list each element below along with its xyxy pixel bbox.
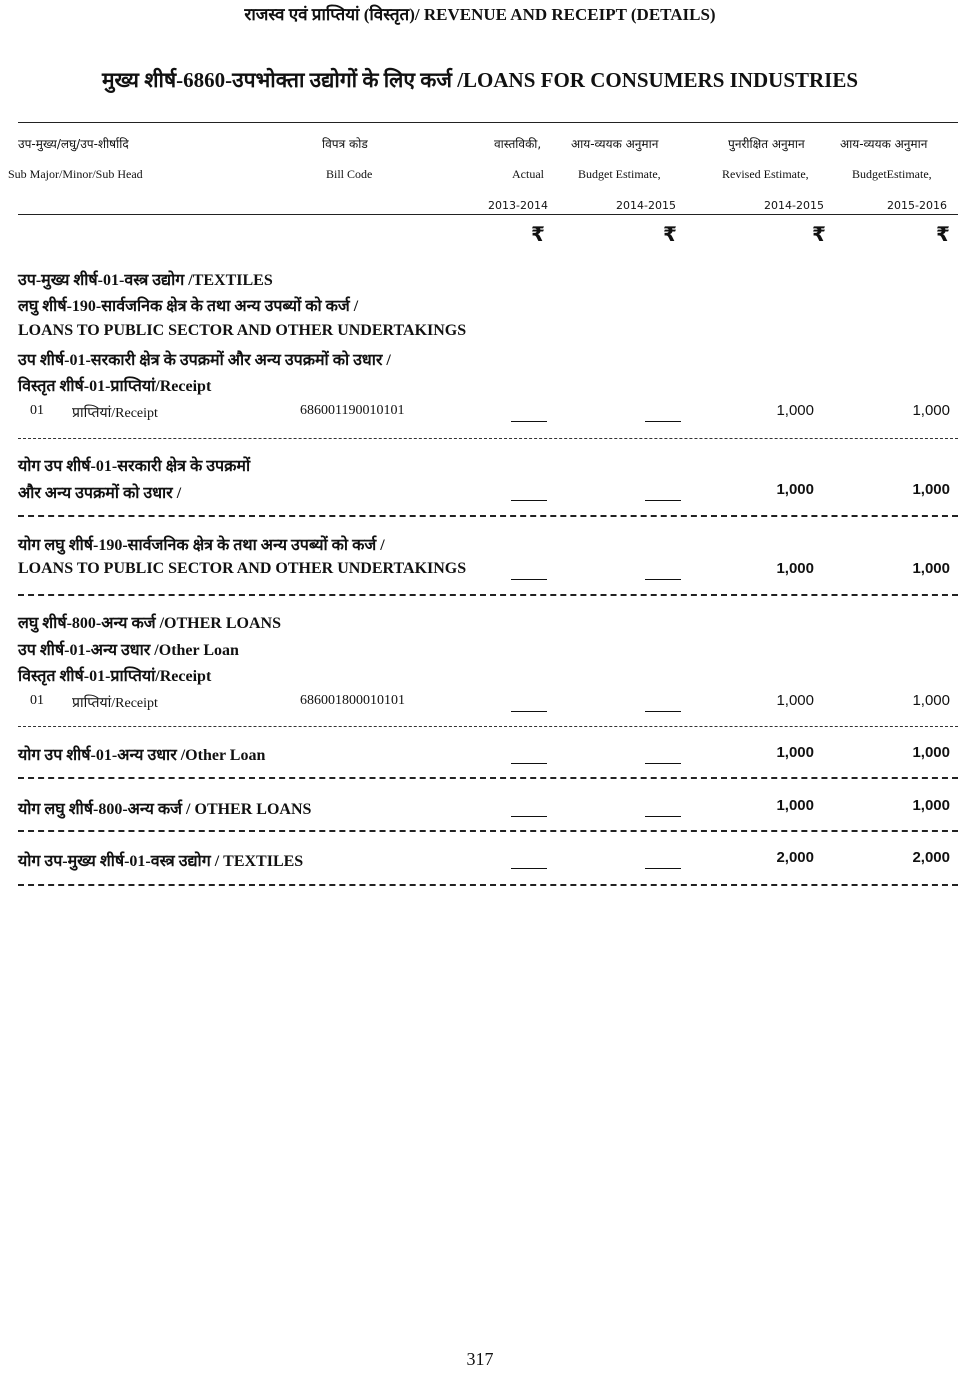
row-code: 01	[30, 403, 44, 418]
col-bill-hi: विपत्र कोड	[322, 137, 368, 151]
total-subhead-revised: 1,000	[776, 744, 814, 761]
total-subhead-revised: 1,000	[776, 481, 814, 498]
dash-actual	[511, 806, 547, 825]
dash-actual	[511, 701, 547, 720]
dash-budget	[645, 806, 681, 825]
row-label: प्राप्तियां/Receipt	[72, 696, 158, 711]
row-be: 1,000	[912, 692, 950, 709]
detail-head-receipt: विस्तृत शीर्ष-01-प्राप्तियां/Receipt	[18, 668, 212, 685]
minor-head-800: लघु शीर्ष-800-अन्य कर्ज /OTHER LOANS	[18, 615, 281, 632]
col-revised-hi: पुनरीक्षित अनुमान	[728, 137, 805, 151]
dash-budget	[645, 753, 681, 772]
col-head-hi: उप-मुख्य/लघु/उप-शीर्षादि	[18, 137, 129, 151]
total-subhead-01-l2: और अन्य उपक्रमों को उधार /	[18, 485, 182, 502]
rupee-icon-budget: ₹	[663, 222, 677, 246]
year-actual: 2013-2014	[488, 199, 548, 212]
total-subhead-be: 1,000	[912, 481, 950, 498]
row-label: प्राप्तियां/Receipt	[72, 406, 158, 421]
dashed-rule	[18, 884, 958, 886]
total-submajor-textiles: योग उप-मुख्य शीर्ष-01-वस्त्र उद्योग / TEXTILES	[18, 853, 304, 870]
minor-head-190-en: LOANS TO PUBLIC SECTOR AND OTHER UNDERTAKINGS	[18, 322, 467, 339]
total-subhead-01-l1: योग उप शीर्ष-01-सरकारी क्षेत्र के उपक्रमों	[18, 458, 251, 475]
total-minor-800: योग लघु शीर्ष-800-अन्य कर्ज / OTHER LOANS	[18, 801, 312, 818]
dashed-rule	[18, 726, 958, 727]
row-bill-code: 686001190010101	[300, 403, 405, 418]
page-number: 317	[466, 1349, 494, 1369]
row-bill-code: 686001800010101	[300, 693, 405, 708]
dash-actual	[511, 411, 547, 430]
col-head-en: Sub Major/Minor/Sub Head	[8, 167, 143, 181]
total-subhead-other-loan: योग उप शीर्ष-01-अन्य उधार /Other Loan	[18, 747, 266, 764]
total-minor-revised: 1,000	[776, 797, 814, 814]
major-head-title: मुख्य शीर्ष-6860-उपभोक्ता उद्योगों के लिए कर्ज /LOANS FOR CONSUMERS INDUSTRIES	[101, 68, 859, 92]
row-be: 1,000	[912, 402, 950, 419]
col-revised-en: Revised Estimate,	[722, 167, 809, 181]
total-minor-190-en: LOANS TO PUBLIC SECTOR AND OTHER UNDERTAKINGS	[18, 560, 467, 577]
detail-head-receipt: विस्तृत शीर्ष-01-प्राप्तियां/Receipt	[18, 378, 212, 395]
dash-actual	[511, 858, 547, 877]
subhead-01-govt: उप शीर्ष-01-सरकारी क्षेत्र के उपक्रमों और अन्य उपक्रमों को उधार /	[18, 352, 391, 369]
year-budget: 2014-2015	[616, 199, 676, 212]
dash-actual	[511, 753, 547, 772]
total-subhead-be: 1,000	[912, 744, 950, 761]
row-revised: 1,000	[776, 402, 814, 419]
dashed-rule	[18, 830, 958, 832]
row-code: 01	[30, 693, 44, 708]
total-minor-be: 1,000	[912, 560, 950, 577]
year-be: 2015-2016	[887, 199, 947, 212]
grand-total-be: 2,000	[912, 849, 950, 866]
dash-budget	[645, 490, 681, 509]
col-budget-hi: आय-व्ययक अनुमान	[571, 137, 659, 151]
dashed-rule	[18, 594, 958, 596]
page-title: राजस्व एवं प्राप्तियां (विस्तृत)/ REVENUE AND RECEIPT (DETAILS)	[244, 5, 716, 24]
col-bill-en: Bill Code	[326, 167, 373, 181]
dash-actual	[511, 569, 547, 588]
subhead-01-other-loan: उप शीर्ष-01-अन्य उधार /Other Loan	[18, 642, 239, 659]
dash-actual	[511, 490, 547, 509]
col-actual-hi: वास्तविकी,	[494, 137, 542, 151]
dash-budget	[645, 701, 681, 720]
rupee-icon-be: ₹	[936, 222, 950, 246]
total-minor-be: 1,000	[912, 797, 950, 814]
rupee-icon-revised: ₹	[812, 222, 826, 246]
header-mid-rule	[18, 214, 958, 215]
dashed-rule	[18, 777, 958, 779]
col-budget-en: Budget Estimate,	[578, 167, 661, 181]
row-revised: 1,000	[776, 692, 814, 709]
dash-budget	[645, 411, 681, 430]
header-top-rule	[18, 122, 958, 123]
col-be-hi: आय-व्ययक अनुमान	[840, 137, 928, 151]
year-revised: 2014-2015	[764, 199, 824, 212]
total-minor-190-hi: योग लघु शीर्ष-190-सार्वजनिक क्षेत्र के तथा अन्य उपब्यों को कर्ज /	[18, 537, 385, 554]
dash-budget	[645, 858, 681, 877]
col-actual-en: Actual	[512, 167, 544, 181]
dashed-rule	[18, 515, 958, 517]
dashed-rule	[18, 438, 958, 439]
submajor-head: उप-मुख्य शीर्ष-01-वस्त्र उद्योग /TEXTILES	[18, 272, 273, 289]
minor-head-190-hi: लघु शीर्ष-190-सार्वजनिक क्षेत्र के तथा अन्य उपब्यों को कर्ज /	[18, 298, 359, 315]
total-minor-revised: 1,000	[776, 560, 814, 577]
dash-budget	[645, 569, 681, 588]
rupee-icon-actual: ₹	[531, 222, 545, 246]
col-be-en: BudgetEstimate,	[852, 167, 932, 181]
grand-total-revised: 2,000	[776, 849, 814, 866]
